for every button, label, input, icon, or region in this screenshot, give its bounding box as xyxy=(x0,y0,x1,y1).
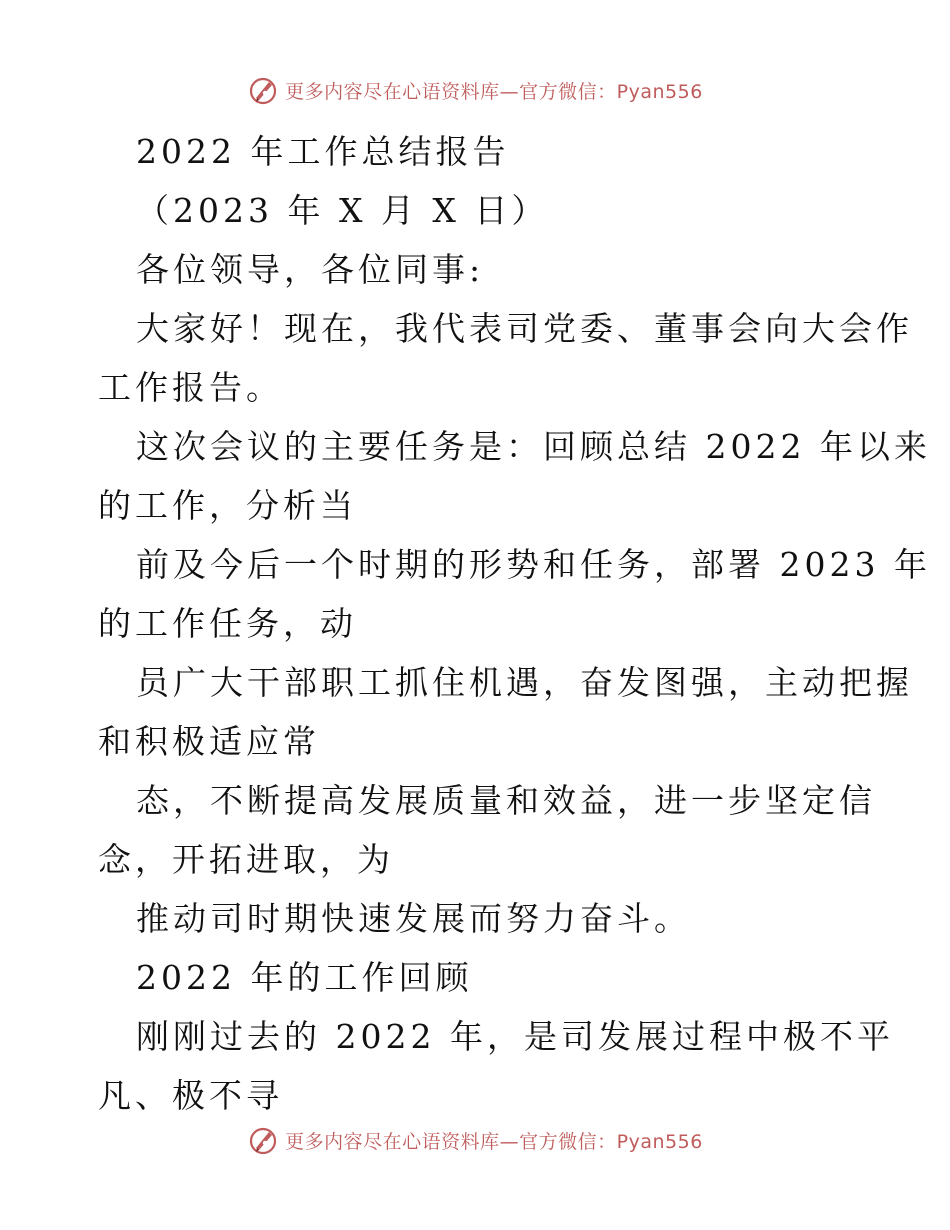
text-line: 大家好！现在，我代表司党委、董事会向大会作 xyxy=(136,309,913,348)
text-line: 员广大干部职工抓住机遇，奋发图强，主动把握 xyxy=(136,663,913,702)
text-line: 这次会议的主要任务是：回顾总结 2022 年以来 xyxy=(136,427,931,466)
pen-feather-logo-icon xyxy=(247,74,279,106)
text-line: 刚刚过去的 2022 年，是司发展过程中极不平 xyxy=(136,1017,894,1056)
text-line: （2023 年 X 月 X 日） xyxy=(136,191,549,230)
pen-feather-logo-icon xyxy=(247,1124,279,1156)
text-line: 的工作任务，动 xyxy=(98,604,357,643)
text-line: 2022 年的工作回顾 xyxy=(136,958,473,997)
footer-watermark-banner xyxy=(0,1123,950,1157)
text-line: 和积极适应常 xyxy=(98,722,320,761)
header-watermark-banner xyxy=(0,73,950,107)
text-line: 前及今后一个时期的形势和任务，部署 2023 年 xyxy=(136,545,931,584)
watermark-text: 更多内容尽在心语资料库—官方微信：Pyan556 xyxy=(285,80,703,103)
text-line: 工作报告。 xyxy=(98,368,283,407)
text-line: 态，不断提高发展质量和效益，进一步坚定信 xyxy=(136,781,876,820)
document-body xyxy=(98,122,931,1125)
watermark-text: 更多内容尽在心语资料库—官方微信：Pyan556 xyxy=(285,1130,703,1153)
text-line: 凡、极不寻 xyxy=(98,1076,283,1115)
text-line: 各位领导，各位同事: xyxy=(136,250,485,289)
text-line: 推动司时期快速发展而努力奋斗。 xyxy=(136,899,691,938)
text-line: 念，开拓进取，为 xyxy=(98,840,394,879)
text-line: 的工作，分析当 xyxy=(98,486,357,525)
text-line: 2022 年工作总结报告 xyxy=(136,132,510,171)
